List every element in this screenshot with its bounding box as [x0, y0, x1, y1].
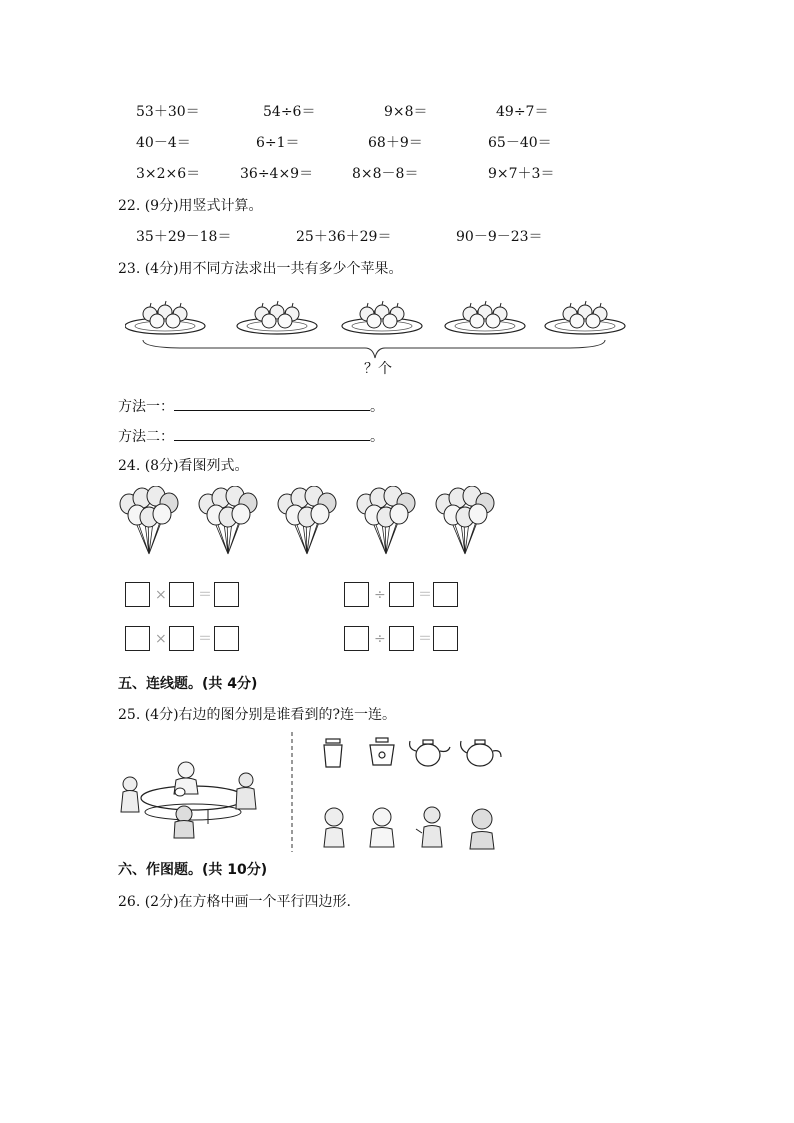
girl-front [174, 806, 194, 838]
boy-right [236, 773, 256, 809]
section5-heading: 五、连线题。(共 4分) [118, 676, 258, 692]
oral-calc-3-3: 8×8－8＝ [352, 166, 419, 182]
q25-title: 25. (4分)右边的图分别是谁看到的?连一连。 [118, 707, 397, 723]
div-box-2b[interactable] [389, 626, 414, 651]
mul-sign-2: × [155, 631, 167, 647]
method2-blank[interactable] [174, 426, 370, 441]
div-sign-1: ÷ [374, 587, 386, 603]
teapot-views-row [318, 735, 508, 775]
mul-box-2c[interactable] [214, 626, 239, 651]
method1-blank[interactable] [174, 396, 370, 411]
oral-calc-2-2: 6÷1＝ [256, 135, 300, 151]
oral-calc-1-1: 53＋30＝ [136, 104, 200, 120]
q22-item-3: 90－9－23＝ [456, 229, 543, 245]
div-box-2c[interactable] [433, 626, 458, 651]
q23-method1 [118, 396, 384, 416]
mul-box-2b[interactable] [169, 626, 194, 651]
balloon-bunches-illustration [116, 486, 506, 561]
eq-sign-4: ＝ [418, 631, 432, 647]
method2-period: 。 [370, 429, 384, 445]
q23-method2 [118, 426, 384, 446]
q22-item-2: 25＋36＋29＝ [296, 229, 392, 245]
method1-period: 。 [370, 399, 384, 415]
div-box-1b[interactable] [389, 582, 414, 607]
div-box-1c[interactable] [433, 582, 458, 607]
kids-around-table-illustration [118, 752, 268, 842]
mul-box-2a[interactable] [125, 626, 150, 651]
oral-calc-3-4: 9×7＋3＝ [488, 166, 555, 182]
q26-title: 26. (2分)在方格中画一个平行四边形. [118, 894, 351, 910]
oral-calc-2-4: 65－40＝ [488, 135, 552, 151]
teapot-on-table [175, 788, 185, 796]
div-box-2a[interactable] [344, 626, 369, 651]
girl-back-view [470, 809, 494, 849]
teapot-side-view-1 [410, 740, 450, 766]
oral-calc-3-1: 3×2×6＝ [136, 166, 201, 182]
dashed-divider [290, 732, 294, 852]
teapot-front-view-1 [324, 739, 342, 767]
div-box-1a[interactable] [344, 582, 369, 607]
girl-ponytail [324, 808, 344, 847]
div-sign-2: ÷ [374, 631, 386, 647]
oral-calc-1-2: 54÷6＝ [263, 104, 316, 120]
q22-title: 22. (9分)用竖式计算。 [118, 198, 263, 214]
oral-calc-3-2: 36÷4×9＝ [240, 166, 314, 182]
method2-label: 方法二： [118, 429, 174, 445]
teapot-side-view-2 [461, 740, 501, 766]
teapot-front-view-2 [370, 738, 394, 765]
girl-bangs [370, 808, 394, 847]
boy-pointing [416, 807, 442, 847]
eq-sign-3: ＝ [198, 631, 212, 647]
oral-calc-1-3: 9×8＝ [384, 104, 428, 120]
method1-label: 方法一： [118, 399, 174, 415]
mul-box-1b[interactable] [169, 582, 194, 607]
section6-heading: 六、作图题。(共 10分) [118, 862, 268, 878]
plate-with-apples [125, 301, 205, 334]
mul-sign-1: × [155, 587, 167, 603]
oral-calc-2-3: 68＋9＝ [368, 135, 423, 151]
q22-item-1: 35＋29－18＝ [136, 229, 232, 245]
mul-box-1c[interactable] [214, 582, 239, 607]
eq-sign-1: ＝ [198, 587, 212, 603]
girl-left [121, 777, 139, 812]
oral-calc-1-4: 49÷7＝ [496, 104, 549, 120]
apple-plates-illustration [125, 298, 645, 368]
mul-box-1a[interactable] [125, 582, 150, 607]
balloon-bunch [120, 486, 178, 554]
kids-row [318, 805, 508, 853]
q23-brace-label: ？个 [364, 361, 392, 377]
q23-title: 23. (4分)用不同方法求出一共有多少个苹果。 [118, 261, 403, 277]
eq-sign-2: ＝ [418, 587, 432, 603]
q24-title: 24. (8分)看图列式。 [118, 458, 249, 474]
oral-calc-2-1: 40－4＝ [136, 135, 191, 151]
